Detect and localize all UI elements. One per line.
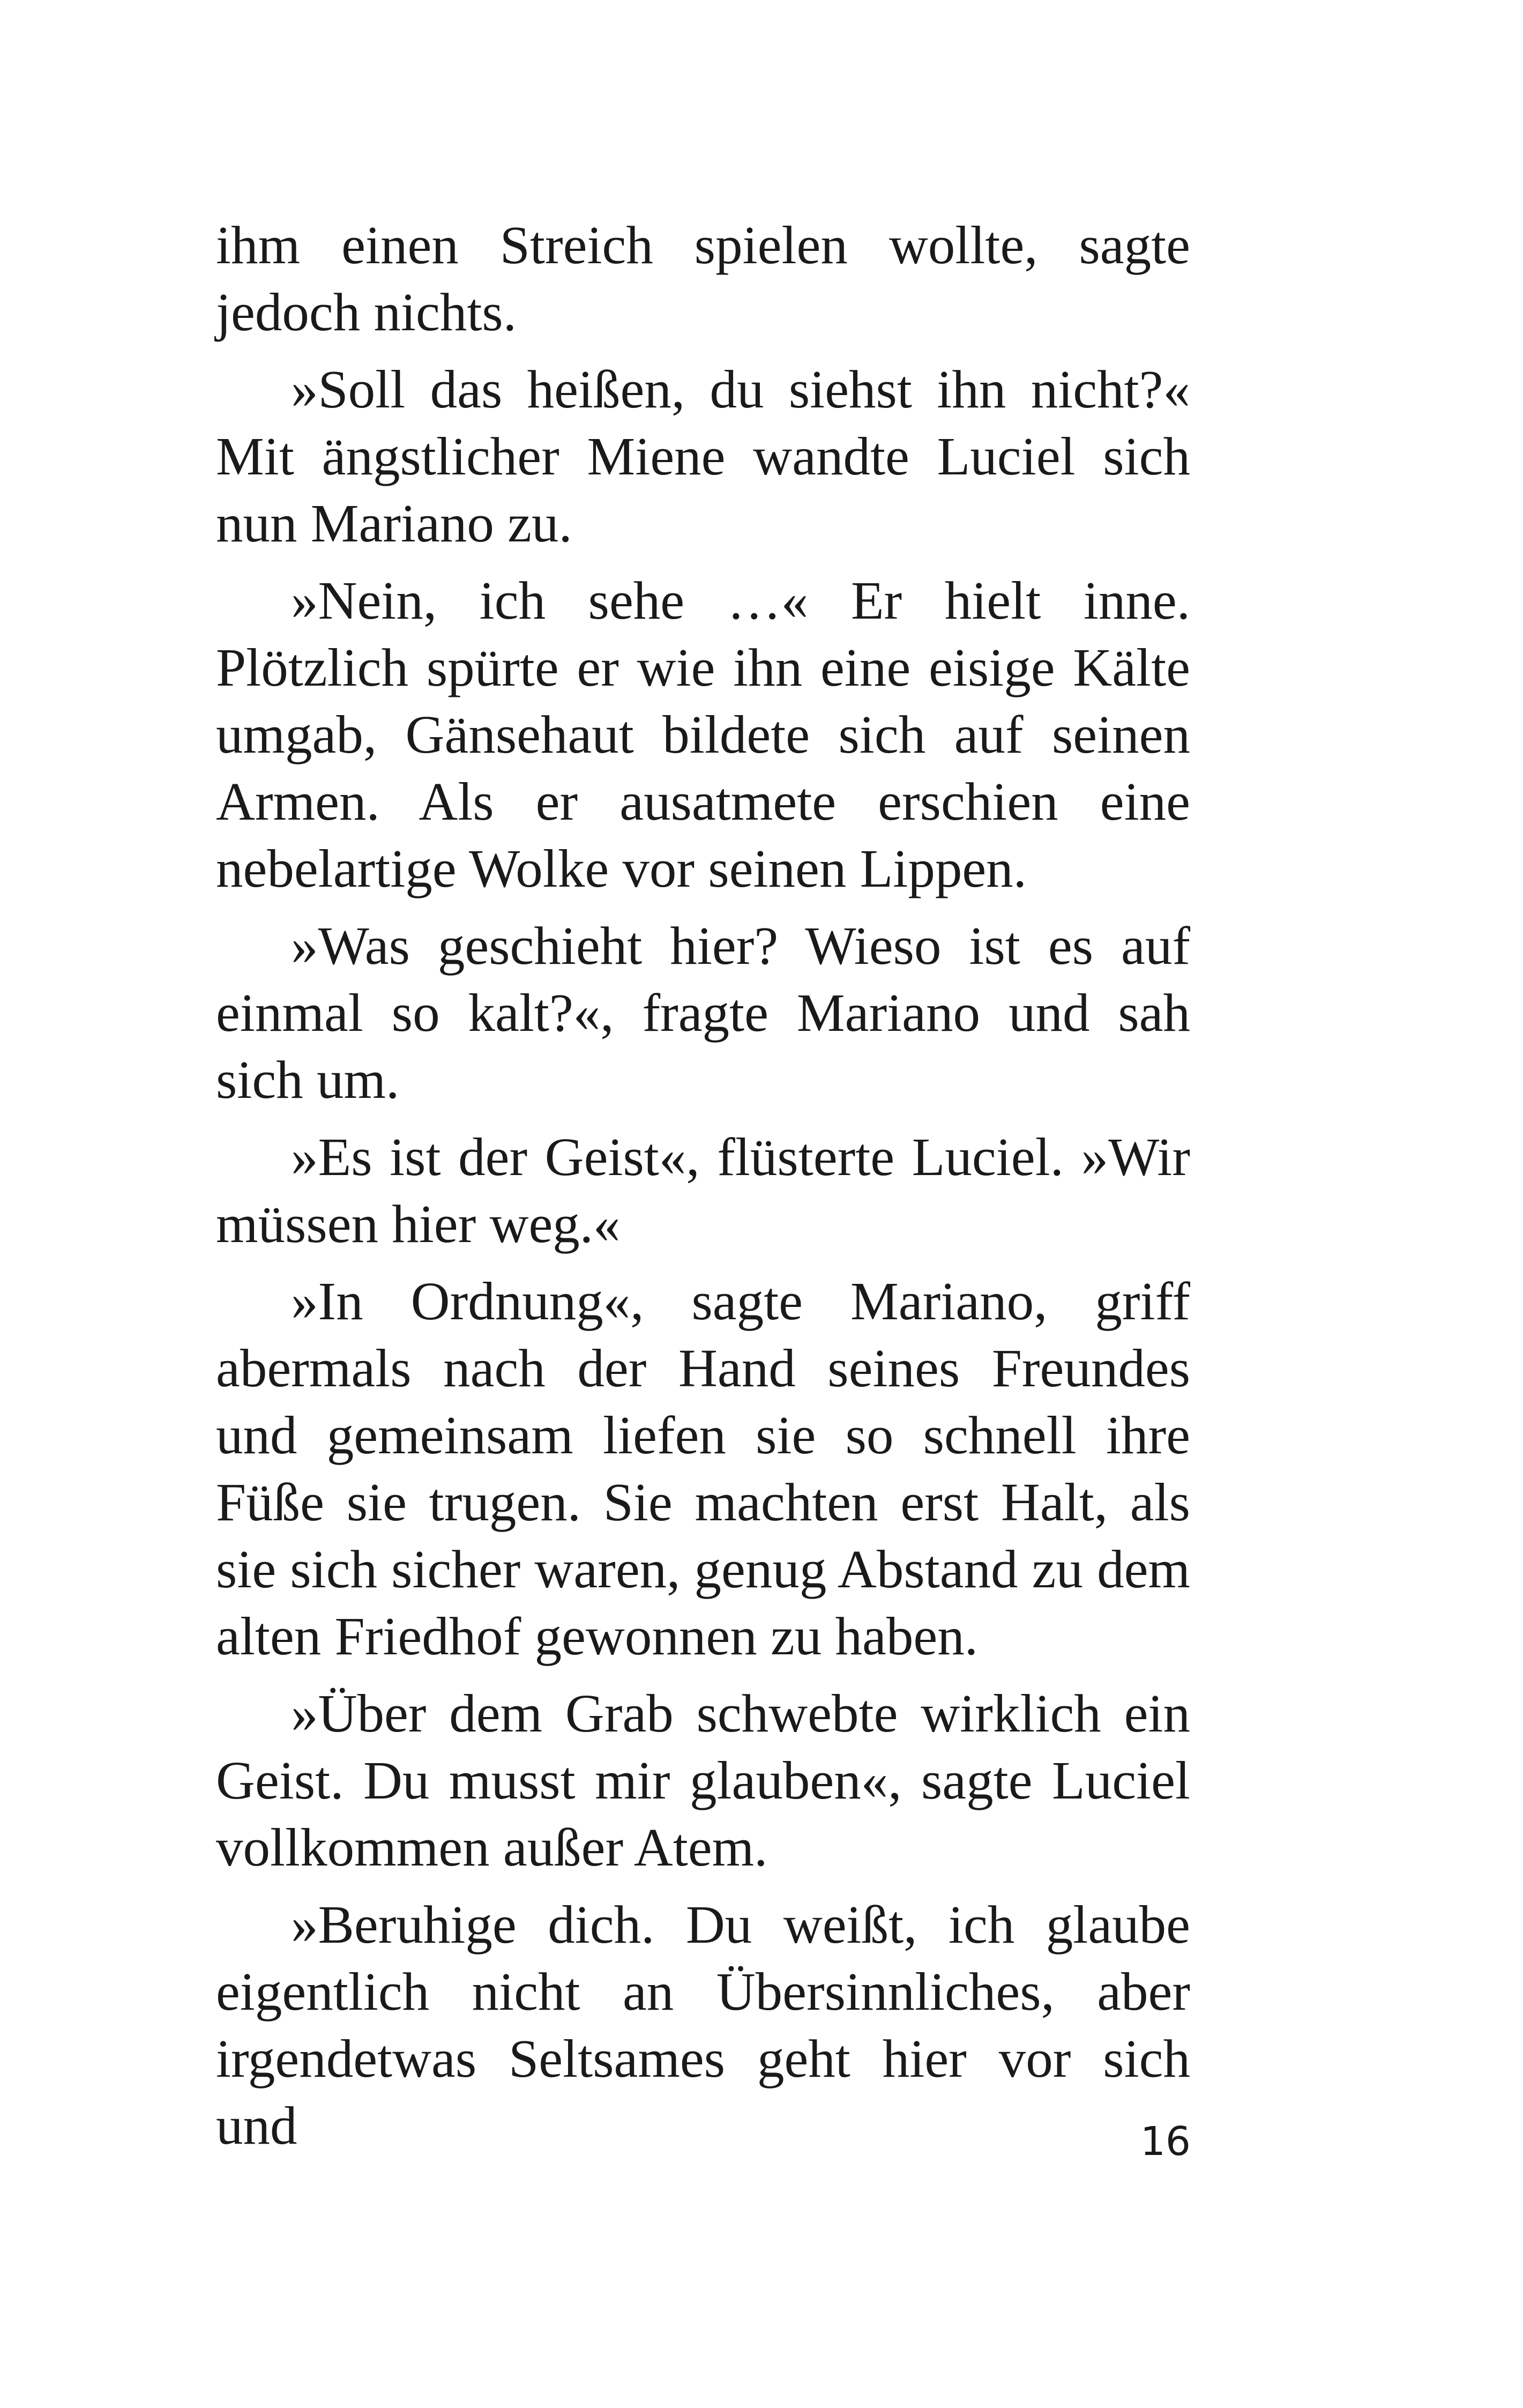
paragraph-5: »Es ist der Geist«, flüsterte Luciel. »Wir müssen hier weg.«: [216, 1127, 1190, 1254]
paragraph-6: »In Ordnung«, sagte Mariano, griff abermals nach der Hand seines Freundes und gemeinsam liefen sie so schnell ihre Füße sie trugen. Sie machten erst Halt, als sie sich sicher waren, genug Abstand zu dem alten Friedhof gewonnen zu haben.: [216, 1271, 1190, 1666]
paragraph-8: »Beruhige dich. Du weißt, ich glaube eigentlich nicht an Übersinnliches, aber irgendetwas Seltsames geht hier vor sich und: [216, 1894, 1190, 2156]
paragraph-7: »Über dem Grab schwebte wirklich ein Geist. Du musst mir glauben«, sagte Luciel vollkommen außer Atem.: [216, 1683, 1190, 1877]
body-text: [216, 212, 1190, 2169]
paragraph-1: ihm einen Streich spielen wollte, sagte jedoch nichts.: [216, 215, 1190, 342]
paragraph-4: »Was geschieht hier? Wieso ist es auf einmal so kalt?«, fragte Mariano und sah sich um.: [216, 916, 1190, 1110]
paragraph-2: »Soll das heißen, du siehst ihn nicht?« Mit ängstlicher Miene wandte Luciel sich nun Mariano zu.: [216, 359, 1190, 553]
page-number: 16: [1140, 2119, 1191, 2165]
paragraph-3: »Nein, ich sehe …« Er hielt inne. Plötzlich spürte er wie ihn eine eisige Kälte umgab, Gänsehaut bildete sich auf seinen Armen. Als er ausatmete erschien eine nebelartige Wolke vor seinen Lippen.: [216, 570, 1190, 898]
